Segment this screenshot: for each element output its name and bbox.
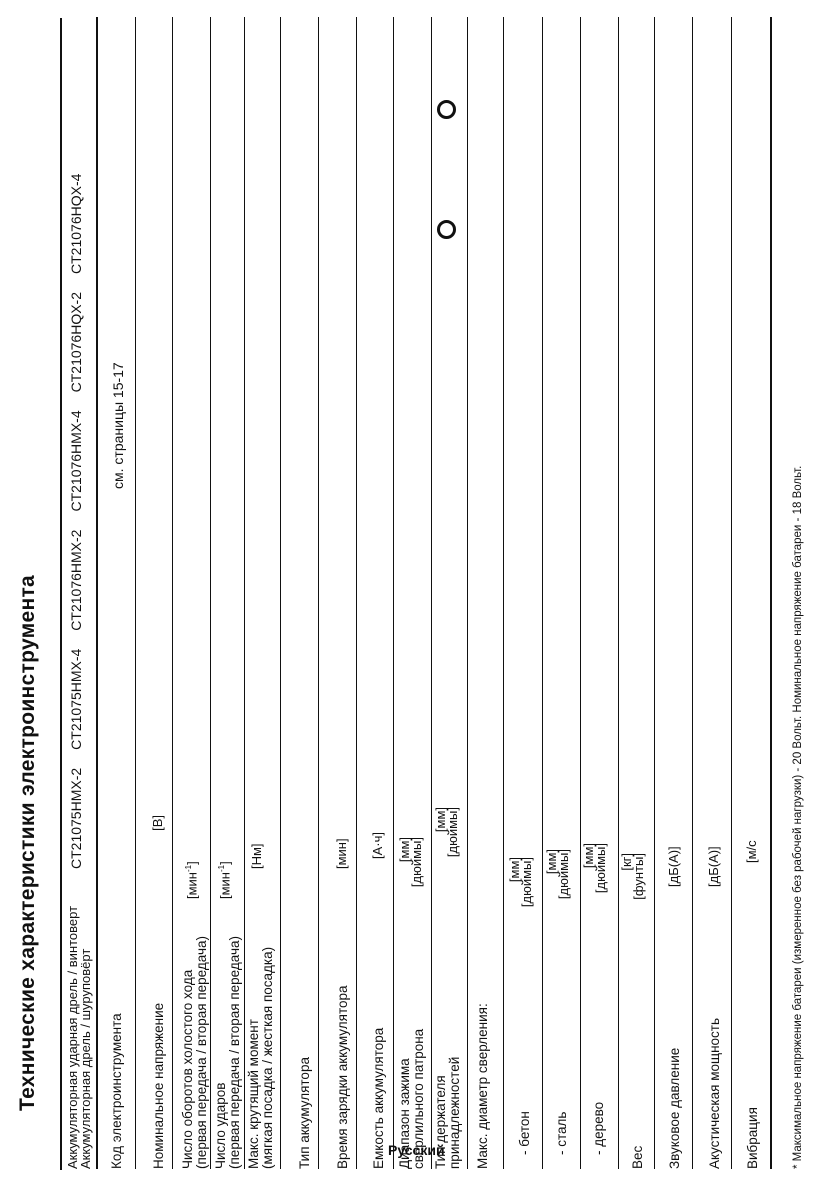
header-top-rule [60,18,62,1170]
row-rule [467,17,468,1169]
row-rule [244,17,245,1169]
row-rule [580,17,581,1169]
footnote: * Максимальное напряжение батареи (измеренное без рабочей нагрузки) - 20 Вольт. Номинальное напряжение батареи - 18 Вольт. [792,465,804,1169]
row-rule [280,17,281,1169]
row-rule [503,17,504,1169]
model-list [68,174,84,869]
row-rule [356,17,357,1169]
page-title: Технические характеристики электроинструмента [16,574,39,1111]
model-name: CT21075HMX-4 [68,648,84,750]
row-rule [618,17,619,1169]
row-rule [542,17,543,1169]
product-name: Аккумуляторная ударная дрель / винтоверт Аккумуляторная дрель / шуруповёрт [65,905,93,1169]
row-rule [692,17,693,1169]
row-rule [318,17,319,1169]
model-name: CT21076HMX-4 [68,410,84,512]
row-rule [731,17,732,1169]
model-name: CT21076HMX-2 [68,529,84,631]
model-name: CT21076HQX-2 [68,291,84,393]
row-rule [135,17,136,1169]
row-rule [431,17,432,1169]
table-bottom-rule [770,17,772,1169]
rotated-spec-table: Технические характеристики электроинструмента Аккумуляторная ударная дрель / винтоверт Аккумуляторная дрель / шуруповёрт CT21075HMX-2 CT21075HMX-4 CT21076HMX-2 CT21076HMX-4 CT21076HQX-2 CT21076HQX-4 Код электроинструмента см. страницы 15-17 Номинальное напряжение [В] Число оборотов холостого хода (первая передача / вторая передача) [мин$^{-1}$] Число ударов (первая передача / вторая передача) [мин$^{-1}$] Макс. крутящий момент (мягкая посадка / жесткая посадка) [Нм] Тип аккумулятора Время зарядки аккумулятора [мин] Емкость аккумулятора [А·ч] Диапазон зажима сверлильного патрона [мм] [дюймы] Тип держателя принадлежностей [мм] [дюймы] Макс. диаметр сверления: - бетон [мм] [дюймы] - сталь [мм] [дюймы] - дерево [мм] [дюймы] Вес [кг] [фунты] Звуковое давление [дБ(А)] Акустическая мощность [дБ(А)] Вибрация [м/с * Максимальное напряжение батареи (измеренное без рабочей нагрузки) - 20 Вольт. Номинальное напряжение батареи - 18 Вольт. [0,0,839,1191]
model-name: CT21076HQX-4 [68,173,84,274]
code-value: см. страницы 15-17 [110,362,126,489]
row-rule [393,17,394,1169]
header-rule [96,17,98,1169]
hex-holder-icon [437,100,456,119]
language-label: Русский [388,1142,445,1158]
model-name: CT21075HMX-2 [68,767,84,869]
hex-holder-icon [437,220,456,239]
row-rule [654,17,655,1169]
row-rule [172,17,173,1169]
row-rule [210,17,211,1169]
